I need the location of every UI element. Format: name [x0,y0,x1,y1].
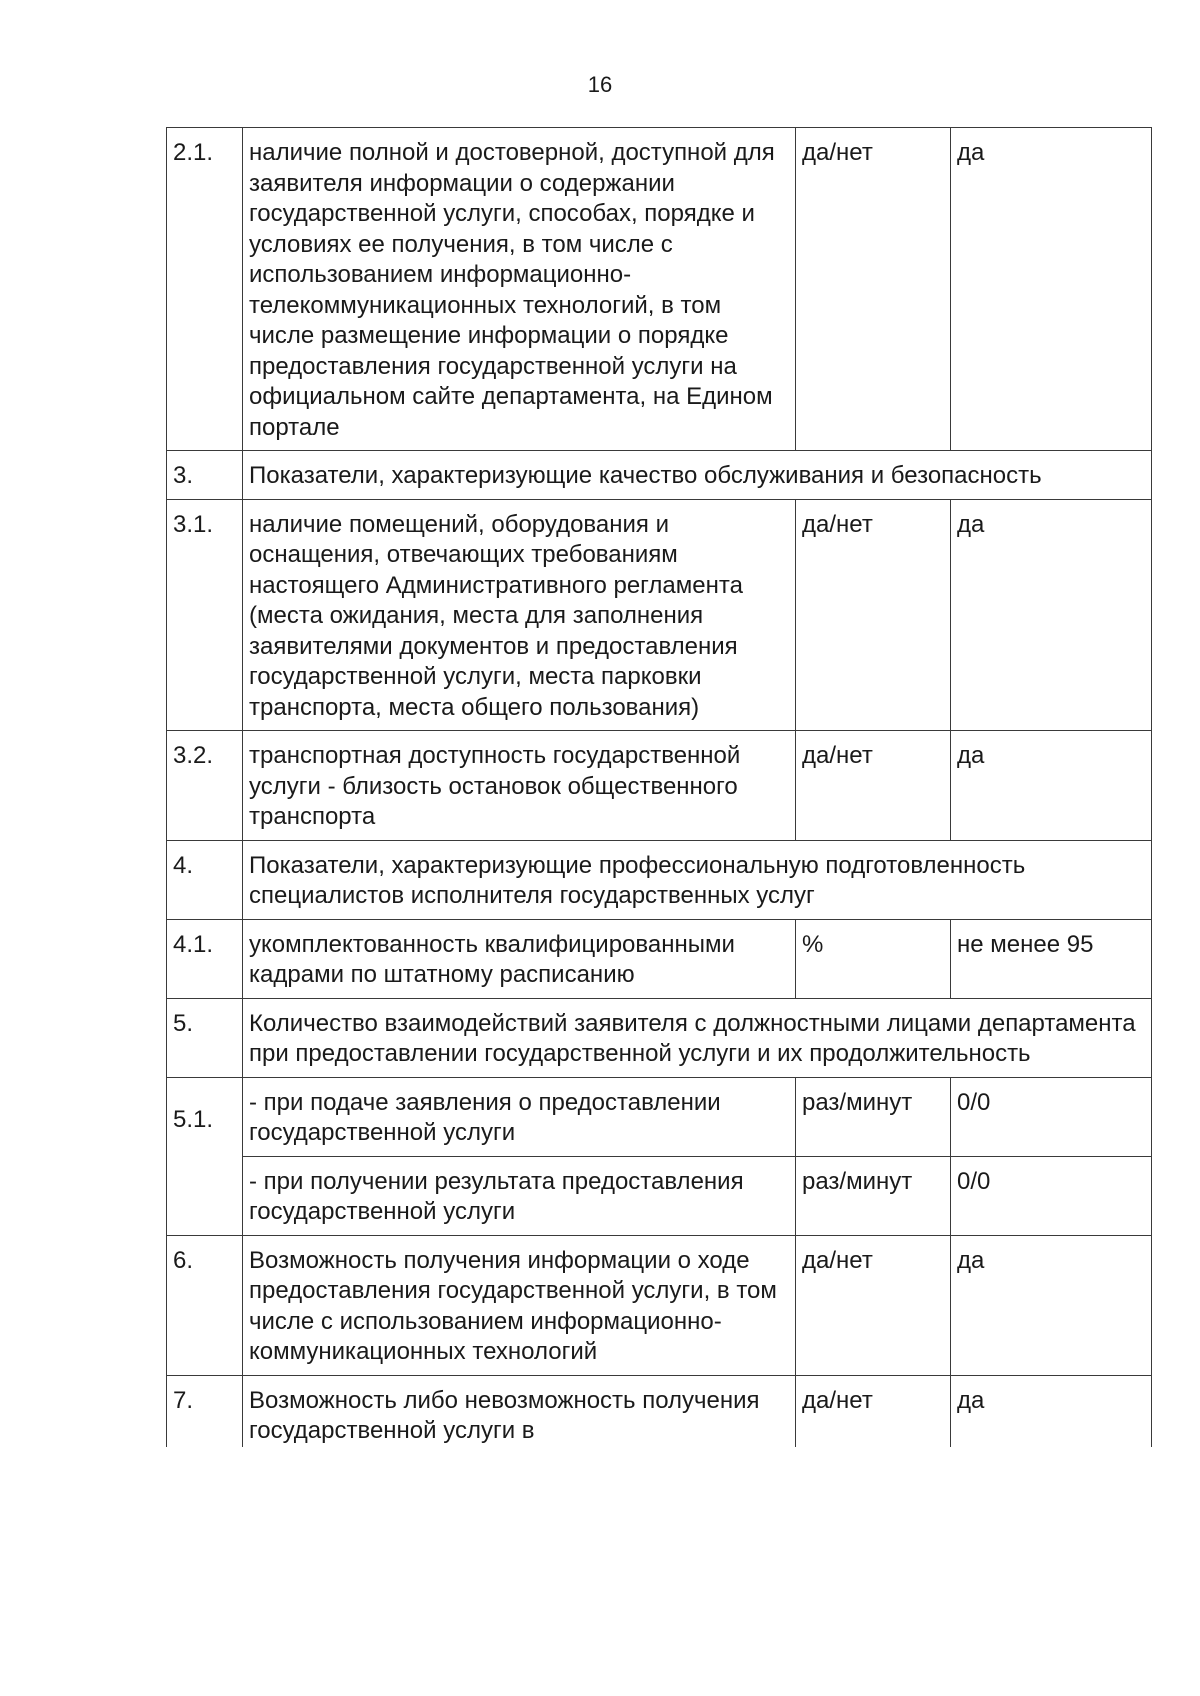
unit-cell: да/нет [796,731,951,841]
unit-cell: да/нет [796,499,951,731]
table-row [167,128,1152,451]
unit-cell: % [796,919,951,998]
table-row [167,840,1152,919]
indicator-text: Возможность получения информации о ходе предоставления государственной услуги, в том числе с использованием информационно-коммуникационных технологий [243,1235,796,1375]
value-cell: не менее 95 [951,919,1152,998]
unit-cell: да/нет [796,128,951,451]
unit-cell: да/нет [796,1235,951,1375]
section-header: Количество взаимодействий заявителя с должностными лицами департамента при предоставлении государственной услуги и их продолжительность [243,998,1152,1077]
table-row [167,451,1152,500]
indicator-text: - при получении результата предоставления государственной услуги [243,1156,796,1235]
page-number: 16 [587,72,613,97]
row-number: 3. [167,451,243,500]
row-number: 7. [167,1375,243,1447]
table-row [167,499,1152,731]
unit-cell: да/нет [796,1375,951,1447]
value-cell: да [951,499,1152,731]
value-cell: да [951,1375,1152,1447]
table-row [167,1077,1152,1156]
unit-cell: раз/минут [796,1077,951,1156]
table-row [167,998,1152,1077]
row-number: 3.1. [167,499,243,731]
value-cell: 0/0 [951,1156,1152,1235]
table-row [167,731,1152,841]
value-cell: да [951,731,1152,841]
row-number: 5.1. [167,1077,243,1235]
table-row [167,1375,1152,1447]
section-header: Показатели, характеризующие профессиональную подготовленность специалистов исполнителя государственных услуг [243,840,1152,919]
row-number: 2.1. [167,128,243,451]
row-number: 5. [167,998,243,1077]
indicator-text: укомплектованность квалифицированными кадрами по штатному расписанию [243,919,796,998]
unit-cell: раз/минут [796,1156,951,1235]
indicator-text: транспортная доступность государственной услуги - близость остановок общественного транспорта [243,731,796,841]
table-row [167,1156,1152,1235]
indicator-text: Возможность либо невозможность получения государственной услуги в [243,1375,796,1447]
row-number: 6. [167,1235,243,1375]
indicator-text: наличие помещений, оборудования и оснащения, отвечающих требованиям настоящего Административного регламента (места ожидания, места для заполнения заявителями документов и предоставления государственной услуги, места парковки транспорта, места общего пользования) [243,499,796,731]
value-cell: да [951,128,1152,451]
table-row [167,1235,1152,1375]
section-header: Показатели, характеризующие качество обслуживания и безопасность [243,451,1152,500]
indicators-table [166,127,1152,1447]
row-number: 4. [167,840,243,919]
indicator-text: - при подаче заявления о предоставлении государственной услуги [243,1077,796,1156]
row-number: 4.1. [167,919,243,998]
indicator-text: наличие полной и достоверной, доступной для заявителя информации о содержании государственной услуги, способах, порядке и условиях ее получения, в том числе с использованием информационно-телекоммуникационных технологий, в том числе размещение информации о порядке предоставления государственной услуги на официальном сайте департамента, на Едином портале [243,128,796,451]
row-number: 3.2. [167,731,243,841]
table-row [167,919,1152,998]
value-cell: 0/0 [951,1077,1152,1156]
value-cell: да [951,1235,1152,1375]
